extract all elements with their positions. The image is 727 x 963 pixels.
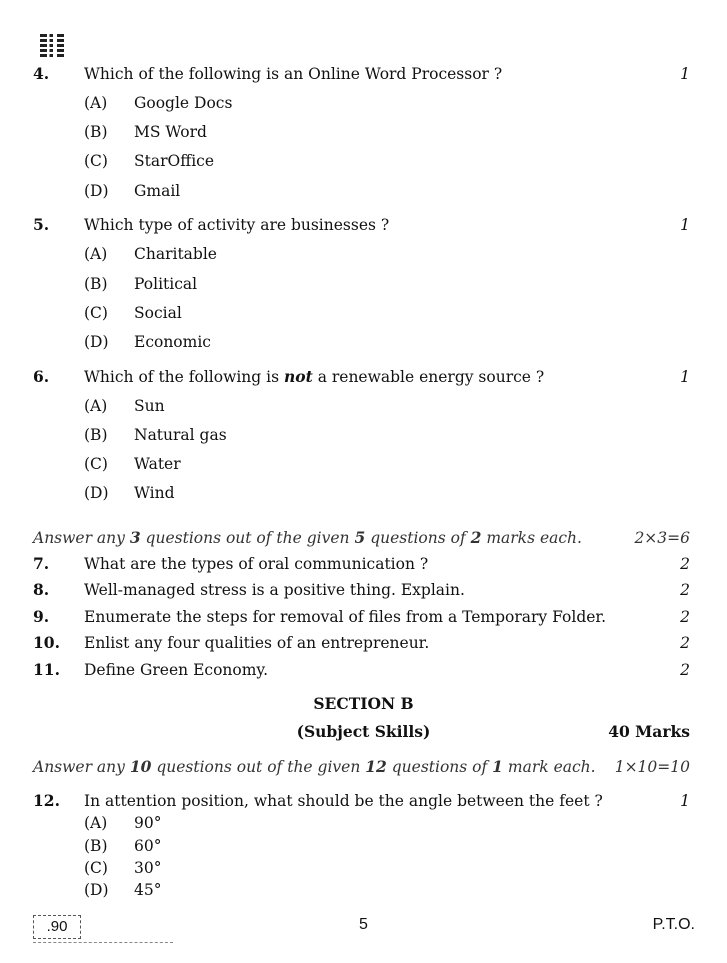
question-text: What are the types of oral communication ? <box>84 555 429 573</box>
question-number: 11. <box>33 660 60 679</box>
option-label: (D) <box>84 333 109 351</box>
question-7 <box>0 553 727 575</box>
instruction-text: Answer any 10 questions out of the given 12 questions of 1 mark each. <box>33 757 596 776</box>
question-number: 6. <box>33 367 50 386</box>
instruction-short-answer <box>0 527 727 549</box>
option-label: (A) <box>84 397 108 415</box>
question-marks: 1 <box>680 65 690 83</box>
question-marks: 1 <box>680 792 690 810</box>
option-text: Google Docs <box>134 94 233 112</box>
question-number: 7. <box>33 554 50 573</box>
option-label: (D) <box>84 881 109 899</box>
question-number: 12. <box>33 791 60 810</box>
option <box>0 331 727 353</box>
question-6 <box>0 366 727 388</box>
instruction-marks: 1×10=10 <box>614 758 690 776</box>
instruction-subject-skills <box>0 756 727 778</box>
option <box>0 395 727 417</box>
question-text: In attention position, what should be the angle between the feet ? <box>84 792 603 810</box>
instruction-text: Answer any 3 questions out of the given 5 questions of 2 marks each. <box>33 528 582 547</box>
option-text: Charitable <box>134 245 217 263</box>
option <box>0 150 727 172</box>
option <box>0 424 727 446</box>
option <box>0 121 727 143</box>
option <box>0 812 727 834</box>
question-number: 9. <box>33 607 50 626</box>
question-4 <box>0 63 727 85</box>
question-number: 8. <box>33 580 50 599</box>
option-text: 90° <box>134 814 162 832</box>
question-12 <box>0 790 727 812</box>
option-text: Economic <box>134 333 211 351</box>
option-text: Water <box>134 455 181 473</box>
question-number: 4. <box>33 64 50 83</box>
section-title: SECTION B <box>313 694 414 713</box>
option <box>0 243 727 265</box>
paper-code: .90 <box>33 915 81 939</box>
question-text: Define Green Economy. <box>84 661 269 679</box>
section-subtitle: (Subject Skills) <box>296 722 431 741</box>
option-label: (A) <box>84 94 108 112</box>
pto-label: P.T.O. <box>652 916 695 933</box>
option-label: (C) <box>84 455 108 473</box>
question-text: Enumerate the steps for removal of files from a Temporary Folder. <box>84 608 607 626</box>
question-marks: 2 <box>680 634 690 652</box>
section-b-heading <box>0 693 727 715</box>
option-label: (A) <box>84 814 108 832</box>
question-10 <box>0 632 727 654</box>
option-text: MS Word <box>134 123 207 141</box>
option-text: Sun <box>134 397 165 415</box>
footer-divider <box>33 942 173 943</box>
question-number: 10. <box>33 633 60 652</box>
option-label: (A) <box>84 245 108 263</box>
option <box>0 482 727 504</box>
qr-code-icon <box>40 33 64 57</box>
option <box>0 273 727 295</box>
option <box>0 180 727 202</box>
option-label: (C) <box>84 859 108 877</box>
option <box>0 879 727 901</box>
question-marks: 2 <box>680 581 690 599</box>
question-marks: 2 <box>680 555 690 573</box>
option-label: (B) <box>84 123 108 141</box>
option-label: (C) <box>84 152 108 170</box>
question-11 <box>0 659 727 681</box>
option-text: Social <box>134 304 182 322</box>
question-marks: 1 <box>680 216 690 234</box>
option <box>0 453 727 475</box>
option-text: Gmail <box>134 182 181 200</box>
option-text: Wind <box>134 484 175 502</box>
option <box>0 302 727 324</box>
question-marks: 1 <box>680 368 690 386</box>
option-label: (D) <box>84 182 109 200</box>
option-text: 60° <box>134 837 162 855</box>
option-text: 45° <box>134 881 162 899</box>
option <box>0 92 727 114</box>
option-text: Political <box>134 275 198 293</box>
option-label: (D) <box>84 484 109 502</box>
question-8 <box>0 579 727 601</box>
question-text: Which of the following is an Online Word Processor ? <box>84 65 503 83</box>
option-text: StarOffice <box>134 152 215 170</box>
question-text: Enlist any four qualities of an entrepreneur. <box>84 634 430 652</box>
option-text: Natural gas <box>134 426 227 444</box>
option-text: 30° <box>134 859 162 877</box>
question-9 <box>0 606 727 628</box>
question-5 <box>0 214 727 236</box>
page-number: 5 <box>359 916 368 933</box>
option-label: (B) <box>84 275 108 293</box>
emphasis-not: not <box>283 367 313 386</box>
option-label: (B) <box>84 837 108 855</box>
option <box>0 835 727 857</box>
option-label: (B) <box>84 426 108 444</box>
question-marks: 2 <box>680 661 690 679</box>
question-number: 5. <box>33 215 50 234</box>
section-marks: 40 Marks <box>608 722 690 741</box>
instruction-marks: 2×3=6 <box>634 529 690 547</box>
question-text: Which of the following is not a renewable energy source ? <box>84 367 545 386</box>
option-label: (C) <box>84 304 108 322</box>
question-text: Which type of activity are businesses ? <box>84 216 390 234</box>
question-text: Well-managed stress is a positive thing. Explain. <box>84 581 465 599</box>
option <box>0 857 727 879</box>
section-b-subheading <box>0 721 727 743</box>
question-marks: 2 <box>680 608 690 626</box>
